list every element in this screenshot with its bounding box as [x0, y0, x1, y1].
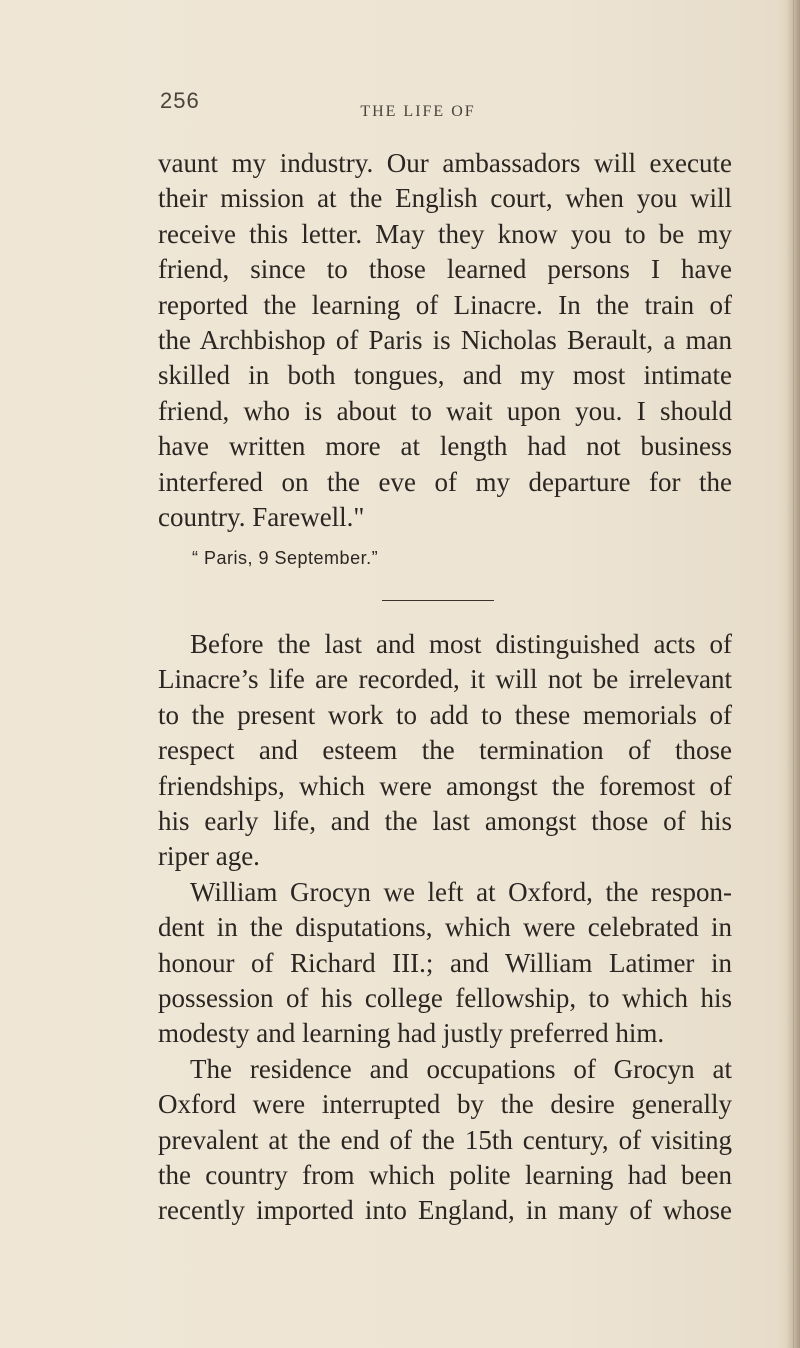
text-line: modesty and learning had justly preferred him. [158, 1018, 665, 1049]
text-line: their mission at the English court, when you will [158, 183, 732, 214]
section-divider [382, 600, 494, 601]
page-edge-line [793, 0, 794, 1348]
text-line: the Archbishop of Paris is Nicholas Berault, a man [158, 325, 732, 356]
text-line: honour of Richard III.; and William Latimer in [158, 947, 732, 978]
text-line: have written more at length had not business [158, 431, 732, 462]
text-line: Linacre’s life are recorded, it will not be irrelevant [158, 664, 732, 695]
text-line: recently imported into England, in many of whose [158, 1195, 732, 1226]
text-line: receive this letter. May they know you to be my [158, 218, 732, 249]
text-line: Oxford were interrupted by the desire generally [158, 1089, 732, 1120]
letter-text [158, 146, 732, 577]
text-line: respect and esteem the termination of those [158, 735, 732, 766]
text-line: the country from which polite learning had been [158, 1159, 732, 1190]
text-line: Before the last and most distinguished acts of [190, 628, 732, 659]
text-line: William Grocyn we left at Oxford, the respon- [190, 876, 732, 907]
text-line: country. Farewell." [158, 502, 365, 533]
text-line: skilled in both tongues, and my most intimate [158, 360, 732, 391]
paragraph-2 [158, 875, 732, 1052]
text-line: dent in the disputations, which were celebrated in [158, 912, 732, 943]
text-line: interfered on the eve of my departure for the [158, 466, 732, 497]
text-line: possession of his college fellowship, to which his [158, 982, 732, 1013]
letter-dateline: “ Paris, 9 September.” [192, 548, 379, 569]
text-line: his early life, and the last amongst those of his [158, 805, 732, 836]
body-text [158, 146, 732, 1229]
text-line: reported the learning of Linacre. In the train of [158, 289, 732, 320]
text-line: prevalent at the end of the 15th century, of visiting [158, 1124, 732, 1155]
text-line: friendships, which were amongst the foremost of [158, 770, 732, 801]
text-line: to the present work to add to these memorials of [158, 699, 732, 730]
page-number: 256 [160, 88, 200, 113]
running-head: THE LIFE OF [360, 103, 476, 120]
paragraph-1 [158, 627, 732, 875]
paragraph-3 [158, 1052, 732, 1229]
text-line: riper age. [158, 841, 260, 872]
text-line: vaunt my industry. Our ambassadors will execute [158, 148, 732, 178]
text-line: friend, who is about to wait upon you. I should [158, 395, 732, 426]
text-line: friend, since to those learned persons I have [158, 254, 732, 285]
text-line: The residence and occupations of Grocyn at [190, 1053, 732, 1084]
